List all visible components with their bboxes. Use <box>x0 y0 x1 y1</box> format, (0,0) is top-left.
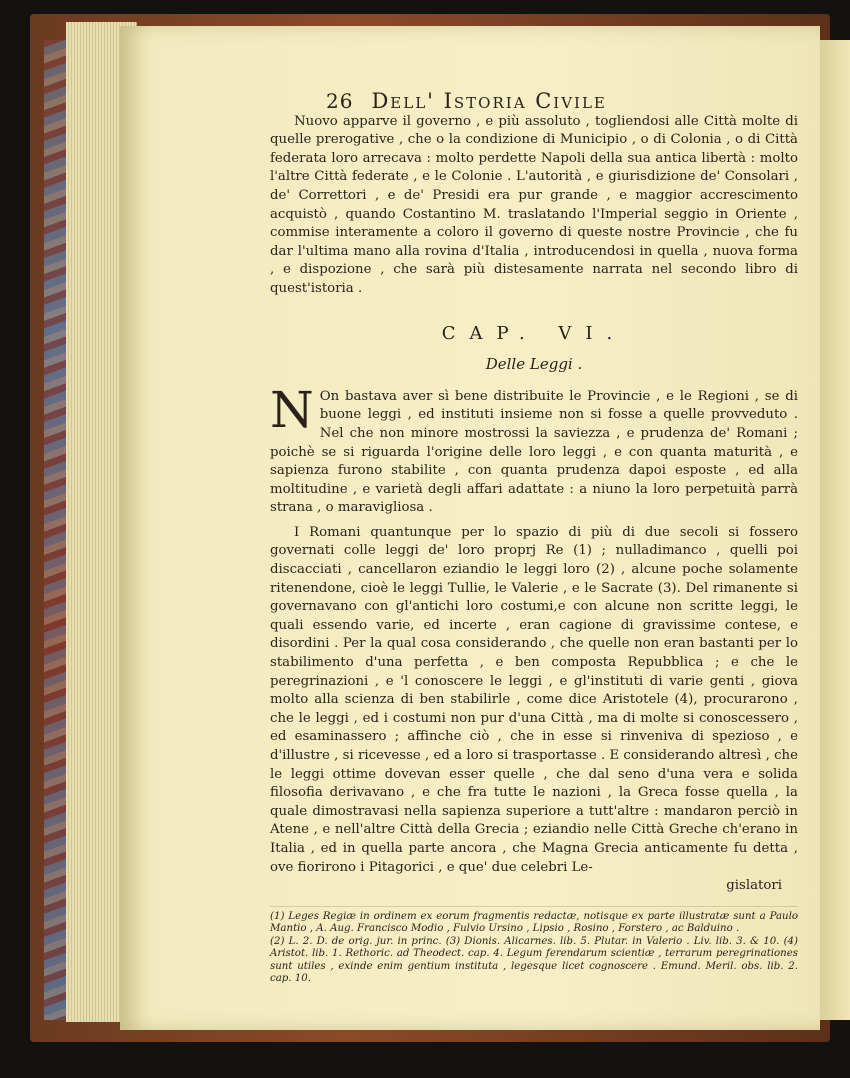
paragraph-1: Nuovo apparve il governo , e più assoluto , togliendosi alle Città molte di quelle prerogative , che o la condizione di Municipio , o di Colonia , o di Città federata loro arrecava : molto perdette Napoli della sua antica libertà : molto l'altre Città federate , e le Colonie . L'autorità , e giurisdizione de' Consolari , de' Correttori , e de' Presidi era pur grande , e maggior accrescimento acquistò , quando Costantino M. traslatando l'Imperial seggio in Oriente , commise interamente a coloro il governo di queste nostre Provincie , che fu dar l'ultima mano alla rovina d'Italia , introducendosi in quella , nuova forma , e dispozione , che sarà più distesamente narrata nel secondo libro di quest'istoria . <box>270 113 798 296</box>
chapter-heading: CAP. VI. <box>441 322 627 344</box>
page-text <box>270 89 798 986</box>
facing-page-edge <box>820 40 850 1020</box>
drop-cap: N <box>270 380 314 439</box>
paragraph-2 <box>270 380 798 518</box>
paragraph-3: I Romani quantunque per lo spazio di più di due secoli si fossero governati colle leggi de' loro proprj Re (1) ; nulladimanco , quelli poi discacciati , cancellaron eziandio le leggi loro (2) , alcune poche solamente ritenendone, cioè le leggi Tullie, le Valerie , e le Sacrate (3). Del rimanente si governavano con gl'antichi loro costumi,e con alcune non scritte leggi, le quali essendo varie, ed incerte , eran cagione di gravissime contese, e disordini . Per la qual cosa considerando , che quelle non eran bastanti per lo stabilimento d'una perfetta , e ben composta Repubblica ; e che le peregrinazioni , e 'l conoscere le leggi , e gl'instituti di varie genti , giova molto alla scienza di ben stabilirle , come dice Aristotele (4), procurarono , che le leggi , ed i costumi non pur d'una Città , ma di molte si conoscessero , ed esaminassero ; affinche ciò , che in esse si rinveniva di spezioso , e d'illustre , si ricevesse , ed a loro si trasportasse . E considerando altresì , che le leggi ottime dovevan esser quelle , che dal seno d'una vera e solida filosofia derivavano , e che fra tutte le nazioni , la Greca fosse quella , la quale dimostravasi nella sapienza superiore a tutt'altre : mandaron perciò in Atene , e nell'altre Città della Grecia ; eziandio nelle Città Greche ch'erano in Italia , ed in quella parte ancora , che Magna Grecia anticamente fu detta , ove fiorirono i Pitagorici , e que' due celebri Le- <box>270 524 798 875</box>
chapter-subtitle: Delle Leggi . <box>485 355 583 374</box>
running-header <box>326 89 798 113</box>
paragraph-2-text: On bastava aver sì bene distribuite le Provincie , e le Regioni , se di buone leggi , ed instituti insieme non si fosse a quelle provveduto . Nel che non minore mostrossi la saviezza , e prudenza de' Romani ; poichè se si riguarda l'origine delle loro leggi , e con quanta maturità , e sapienza furono stabilite , con quanta prudenza dapoi esposte , ed alla moltitudine , e varietà degli affari adattate : a niuno la loro perpetuità parrà strana , o maravigliosa . <box>270 388 798 516</box>
page-number: 26 <box>326 89 354 113</box>
footnote-2: (2) L. 2. D. de orig. jur. in princ. (3) Dionis. Alicarnes. lib. 5. Plutar. in Valerio . Liv. lib. 3. & 10. (4) Aristot. lib. 1. Rethoric. ad Theodect. cap. 4. Legum ferendarum scientiæ , terrarum peregrinationes sunt utiles , exinde enim gentium instituta , legesque licet cognoscere . Emund. Meril. obs. lib. 2. cap. 10. <box>270 935 798 985</box>
footnotes <box>270 906 798 986</box>
footnote-1: (1) Leges Regiæ in ordinem ex eorum fragmentis redactæ, notisque ex parte illustratæ sunt a Paulo Mantio , A. Aug. Francisco Modio , Fulvio Ursino , Lipsio , Rosino , Forstero , ac Balduino . <box>270 910 798 935</box>
running-head-title: Dell' Istoria Civile <box>371 89 607 113</box>
catchword: gislatori <box>726 878 782 894</box>
